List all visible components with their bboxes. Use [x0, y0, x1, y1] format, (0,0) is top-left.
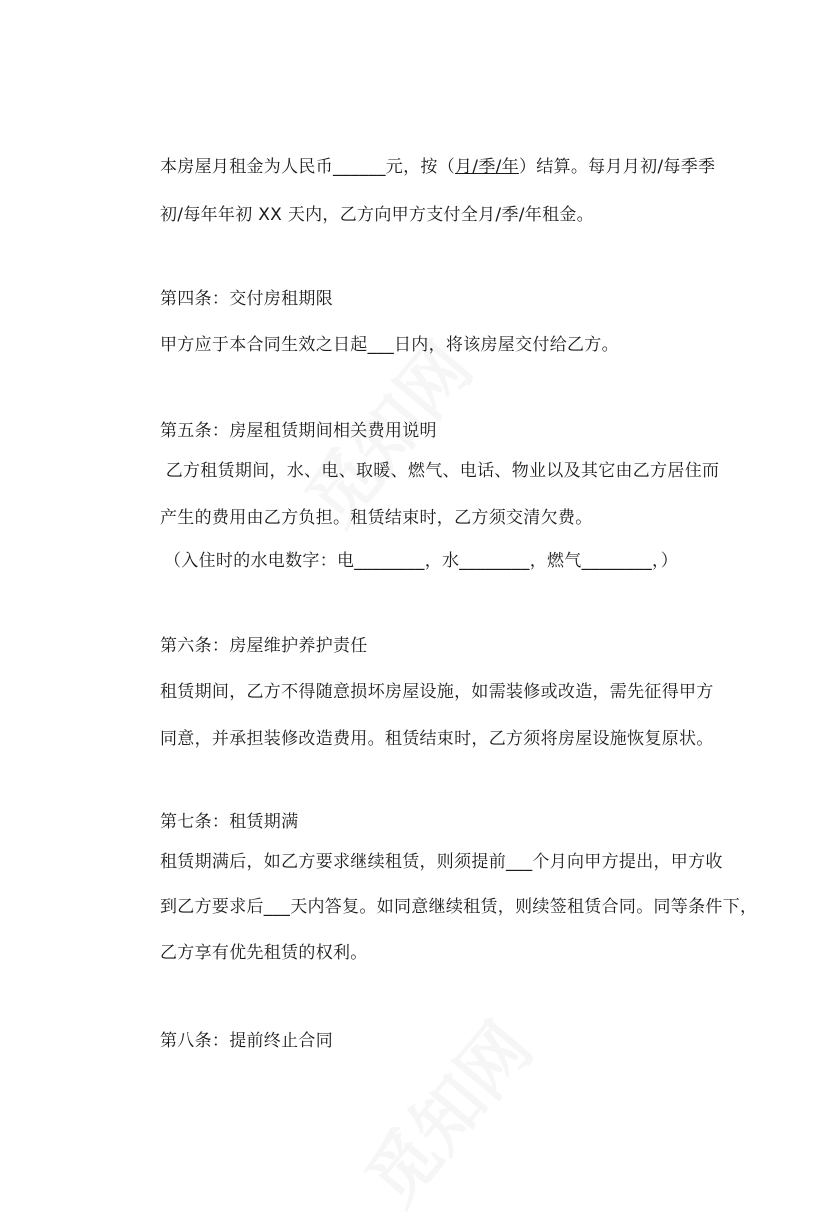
article-5-text-1: 乙方租赁期间，水、电、取暖、燃气、电话、物业以及其它由乙方居住而	[160, 461, 720, 481]
article-8-title: 第八条：提前终止合同	[160, 1031, 333, 1051]
article-5-meter-readings: （入住时的水电数字：电________，水________，燃气________，）	[164, 551, 679, 571]
article-6-text-1: 租赁期间，乙方不得随意损坏房屋设施，如需装修或改造，需先征得甲方	[160, 682, 714, 702]
article-7-text-2: 到乙方要求后___天内答复。如同意继续租赁，则续签租赁合同。同等条件下，	[160, 897, 758, 917]
article-6-title: 第六条：房屋维护养护责任	[160, 636, 368, 656]
period-options: 月/季/年	[455, 157, 519, 177]
text: 本房屋月租金为人民币______元，按（	[160, 157, 455, 177]
article-4-text: 甲方应于本合同生效之日起___日内，将该房屋交付给乙方。	[160, 335, 619, 355]
article-4-title: 第四条：交付房租期限	[160, 289, 333, 309]
article-5-title: 第五条：房屋租赁期间相关费用说明	[160, 421, 437, 441]
rent-paragraph-line-1	[160, 156, 715, 178]
article-7-title: 第七条：租赁期满	[160, 812, 299, 832]
text: ）结算。每月月初/每季季	[518, 157, 716, 177]
article-7-text-1: 租赁期满后，如乙方要求继续租赁，则须提前___个月向甲方提出，甲方收	[160, 852, 723, 872]
watermark	[339, 998, 551, 1223]
article-7-text-3: 乙方享有优先租赁的权利。	[160, 943, 368, 963]
rent-paragraph-line-2: 初/每年年初 XX 天内，乙方向甲方支付全月/季/年租金。	[160, 205, 594, 225]
article-5-text-2: 产生的费用由乙方负担。租赁结束时，乙方须交清欠费。	[160, 508, 593, 528]
article-6-text-2: 同意，并承担装修改造费用。租赁结束时，乙方须将房屋设施恢复原状。	[160, 729, 714, 749]
